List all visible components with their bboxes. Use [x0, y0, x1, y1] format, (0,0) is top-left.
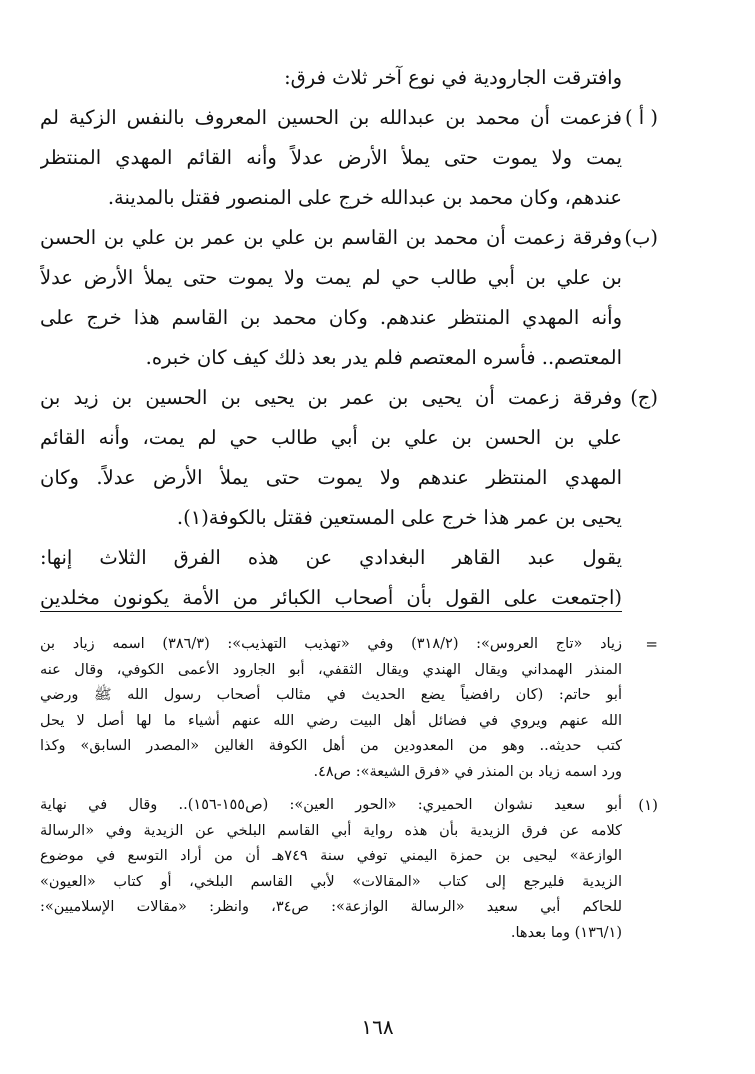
- sect-paragraph-c: [40, 378, 658, 538]
- footnote-1-line-5: للحاكم أبي سعيد «الرسالة الوازعة»: ص٣٤، وانظر: «مقالات الإسلاميين»:: [40, 899, 622, 915]
- sect-paragraph-a: [40, 98, 658, 218]
- footnote-1-line-1: أبو سعيد نشوان الحميري: «الحور العين»: (ص١٥٥-١٥٦).. وقال في نهاية: [40, 797, 622, 813]
- intro-heading: وافترقت الجارودية في نوع آخر ثلاث فرق:: [284, 66, 622, 89]
- footnote-0-line-4: الله عنهم ويروي في فضائل أهل البيت رضي الله عنهم أشياء ما لها أصل لا يحل: [40, 712, 622, 729]
- footnote-1-marker: (١): [638, 796, 658, 814]
- footnote-1-line-3: الوازعة» ليحيى بن حمزة اليمني توفي سنة ٧٤٩هـ أن من أراد التوسع في موضوع: [40, 848, 622, 864]
- footnote-0-line-6: ورد اسمه زياد بن المنذر في «فرق الشيعة»: ص٤٨.: [313, 763, 622, 780]
- sect-label-b: (ب): [624, 226, 658, 249]
- sect-b-line-1: وفرقة زعمت أن محمد بن القاسم بن علي بن عمر بن علي بن الحسن: [40, 226, 622, 249]
- footnote-continued: [40, 632, 658, 785]
- footnote-0-line-2: المنذر الهمداني ويقال الهندي ويقال الثقفي، أبو الجارود الأعمى الكوفي، وقال عنه: [40, 661, 622, 678]
- footnote-1-line-2: كلامه عن فرق الزيدية بأن هذه رواية أبي القاسم البلخي عن الزيدية وفي «الرسالة: [40, 822, 622, 839]
- sect-c-line-2: علي بن الحسن بن علي بن أبي طالب حي لم يمت، وأنه القائم: [40, 426, 622, 449]
- main-text: [40, 58, 658, 618]
- sect-b-line-2: بن علي بن أبي طالب حي لم يمت ولا يموت حتى يملأ الأرض عدلاً: [40, 266, 622, 289]
- footnotes: [40, 632, 658, 946]
- sect-c-line-1: وفرقة زعمت أن يحيى بن عمر بن يحيى بن الحسين بن زيد بن: [40, 386, 622, 409]
- footnote-0-line-3: أبو حاتم: (كان رافضياً يضع الحديث في مثالب أصحاب رسول الله ﷺ ورضي: [40, 687, 622, 703]
- page-number: ١٦٨: [361, 1015, 394, 1039]
- sect-label-c: (ج): [630, 386, 658, 409]
- sect-paragraph-b: [40, 218, 658, 378]
- closing-line-2: (اجتمعت على القول بأن أصحاب الكبائر من الأمة يكونون مخلدين: [40, 586, 622, 609]
- footnote-continuation-marker: =: [645, 635, 658, 653]
- sect-a-line-2: يمت ولا يموت حتى يملأ الأرض عدلاً وأنه القائم المهدي المنتظر: [40, 146, 622, 169]
- footnote-spacer: [40, 785, 622, 793]
- sect-b-line-3: وأنه المهدي المنتظر عندهم. وكان محمد بن القاسم هذا خرج على: [40, 306, 622, 329]
- footnote-1-line-4: الزيدية فليرجع إلى كتاب «المقالات» لأبي القاسم البلخي، أو كتاب «العيون»: [40, 873, 622, 890]
- closing-line-1: يقول عبد القاهر البغدادي عن هذه الفرق الثلاث إنها:: [40, 546, 622, 569]
- sect-b-line-4: المعتصم.. فأسره المعتصم فلم يدر بعد ذلك كيف كان خبره.: [145, 346, 622, 369]
- footnote-0-line-1: زياد «تاج العروس»: (٣١٨/٢) وفي «تهذيب التهذيب»: (٣٨٦/٣) اسمه زياد بن: [40, 636, 622, 652]
- sect-c-line-3: المهدي المنتظر عندهم ولا يموت حتى يملأ الأرض عدلاً. وكان: [40, 466, 622, 489]
- book-page: [40, 58, 658, 946]
- sect-a-line-1: فزعمت أن محمد بن عبدالله بن الحسين المعروف بالنفس الزكية لم: [40, 106, 622, 129]
- sect-a-line-3: عندهم، وكان محمد بن عبدالله خرج على المنصور فقتل بالمدينة.: [107, 186, 622, 209]
- footnote-1-line-6: (١٣٦/١) وما بعدها.: [510, 924, 622, 941]
- footnote-0-line-5: كتب حديثه.. وهو من المعدودين من أهل الكوفة الغالين «المصدر السابق» وكذا: [40, 738, 622, 754]
- sect-label-a: ( أ ): [624, 106, 658, 129]
- sect-c-line-4: يحيى بن عمر هذا خرج على المستعين فقتل بالكوفة(١).: [176, 506, 622, 529]
- footnote-1: [40, 793, 658, 946]
